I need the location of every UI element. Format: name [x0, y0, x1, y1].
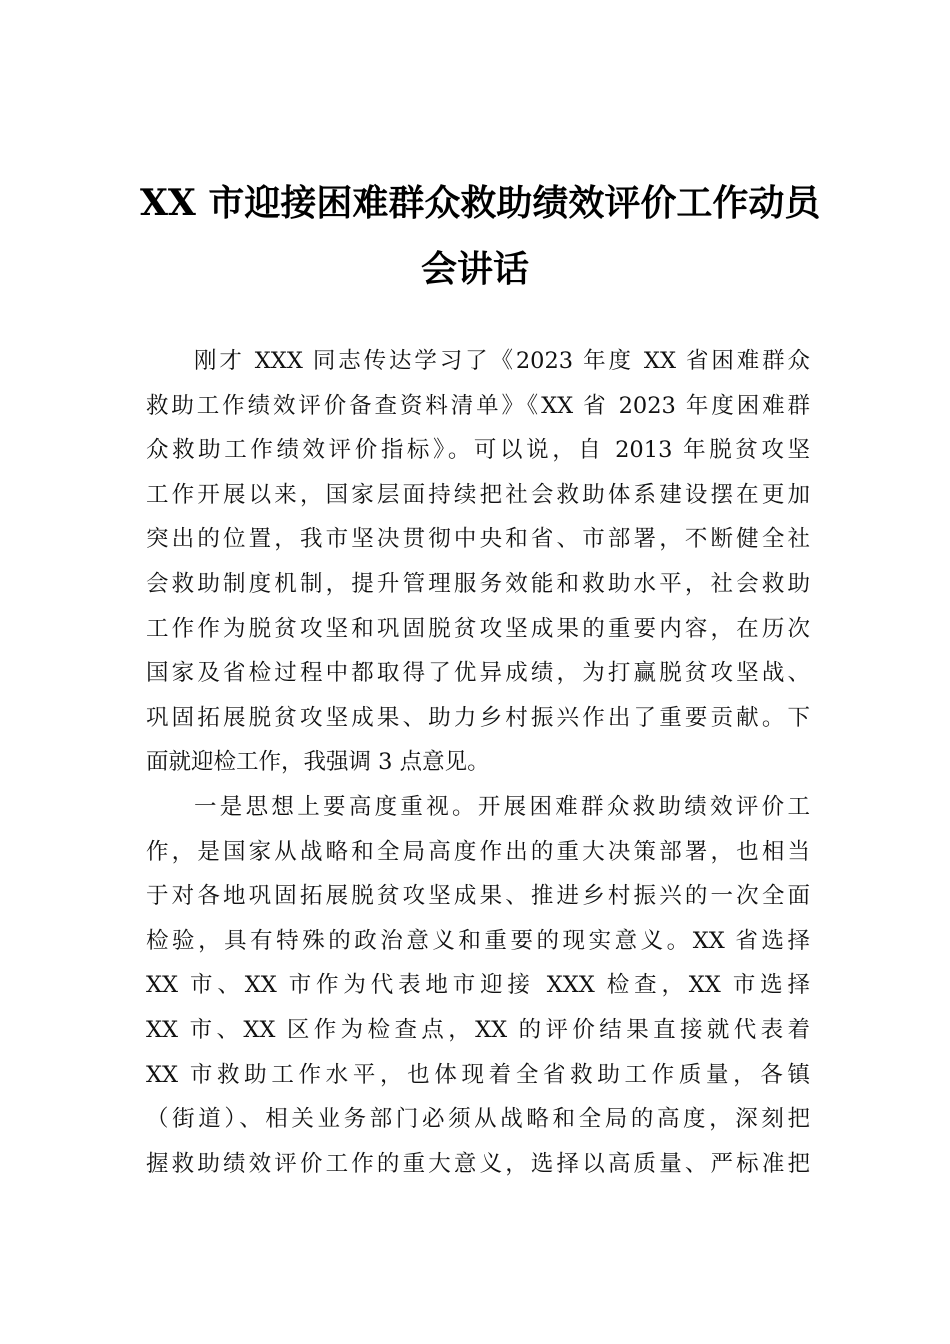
title-line-2: 会讲话 [420, 248, 529, 290]
text-line: 作，是国家从战略和全局高度作出的重大决策部署，也相当 [146, 838, 810, 865]
text-line: 工作开展以来，国家层面持续把社会救助体系建设摆在更加 [146, 481, 810, 508]
document-title [140, 170, 821, 302]
text-line: 众救助工作绩效评价指标》。可以说，自 2013 年脱贫攻坚 [146, 437, 810, 464]
text-line: XX 市、XX 区作为检查点，XX 的评价结果直接就代表着 [146, 1016, 810, 1043]
text-line: 会救助制度机制，提升管理服务效能和救助水平，社会救助 [146, 570, 810, 597]
text-line: 于对各地巩固拓展脱贫攻坚成果、推进乡村振兴的一次全面 [146, 883, 810, 910]
text-line: 刚才 XXX 同志传达学习了《2023 年度 XX 省困难群众 [194, 348, 810, 374]
document-body [146, 339, 810, 1186]
text-line: 救助工作绩效评价备查资料清单》《XX 省 2023 年度困难群 [146, 392, 810, 419]
text-line: 工作作为脱贫攻坚和巩固脱贫攻坚成果的重要内容，在历次 [146, 615, 810, 642]
text-line: XX 市救助工作水平，也体现着全省救助工作质量，各镇 [146, 1061, 810, 1088]
text-line: 一是思想上要高度重视。开展困难群众救助绩效评价工 [194, 793, 810, 820]
text-line: （街道）、相关业务部门必须从战略和全局的高度，深刻把 [146, 1106, 810, 1133]
paragraph-point-one [146, 785, 810, 1186]
text-line: 面就迎检工作，我强调 3 点意见。 [146, 749, 490, 776]
paragraph-intro [146, 339, 810, 785]
text-line: 国家及省检过程中都取得了优异成绩，为打赢脱贫攻坚战、 [146, 660, 810, 687]
text-line: 巩固拓展脱贫攻坚成果、助力乡村振兴作出了重要贡献。下 [146, 704, 810, 731]
text-line: 握救助绩效评价工作的重大意义，选择以高质量、严标准把 [146, 1150, 810, 1177]
text-line: 检验，具有特殊的政治意义和重要的现实意义。XX 省选择 [146, 927, 810, 954]
title-line-1: XX 市迎接困难群众救助绩效评价工作动员 [140, 182, 821, 224]
text-line: XX 市、XX 市作为代表地市迎接 XXX 检查，XX 市选择 [146, 972, 810, 999]
text-line: 突出的位置，我市坚决贯彻中央和省、市部署，不断健全社 [146, 526, 810, 553]
